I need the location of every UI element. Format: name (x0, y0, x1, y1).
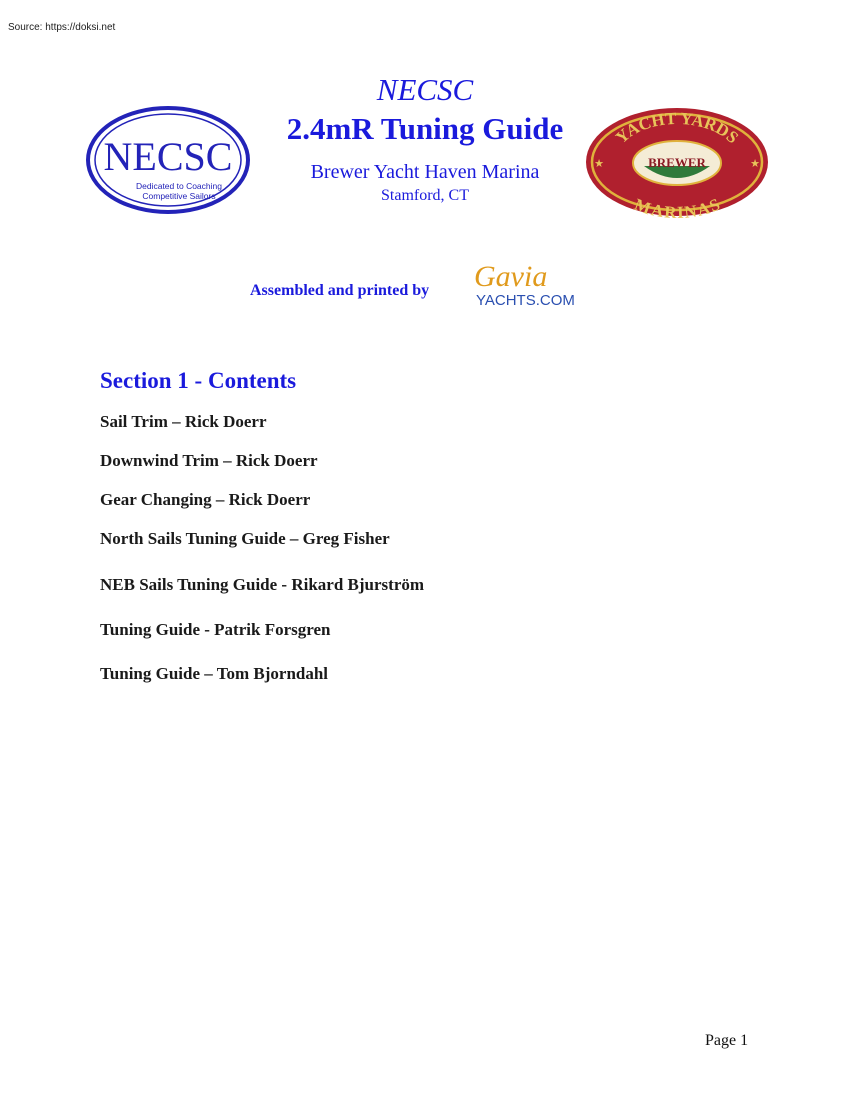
toc-item: Tuning Guide - Patrik Forsgren (100, 620, 331, 639)
gavia-logo-domain: YACHTS.COM (476, 292, 575, 309)
star-icon: ★ (750, 157, 760, 170)
necsc-logo-tagline-1: Dedicated to Coaching (135, 181, 223, 191)
toc-item: Gear Changing – Rick Doerr (100, 490, 311, 509)
document-header (250, 72, 600, 206)
brewer-arc-bottom: MARINAS (631, 194, 723, 218)
necsc-logo (84, 104, 252, 216)
brewer-arc-top: YACHT YARDS (611, 108, 743, 148)
toc-item: Downwind Trim – Rick Doerr (100, 451, 318, 470)
header-org: NECSC (376, 72, 474, 107)
toc-item: Tuning Guide – Tom Bjorndahl (100, 664, 329, 683)
necsc-logo-tagline-2: Competitive Sailors (142, 191, 216, 201)
necsc-logo-text: NECSC (103, 134, 233, 179)
source-note: Source: https://doksi.net (8, 22, 116, 33)
document-title: 2.4mR Tuning Guide (286, 111, 564, 146)
header-location: Stamford, CT (381, 187, 469, 204)
section-title: Section 1 - Contents (100, 368, 297, 393)
page-number: Page 1 (705, 1032, 749, 1049)
brewer-center-text: BREWER (648, 155, 706, 170)
assembled-by-label: Assembled and printed by (250, 282, 430, 299)
brewer-marinas-logo (584, 106, 770, 218)
gavia-yachts-logo (468, 256, 613, 310)
star-icon: ★ (594, 157, 604, 170)
toc-item: North Sails Tuning Guide – Greg Fisher (100, 529, 390, 548)
toc-item: NEB Sails Tuning Guide - Rikard Bjurström (100, 575, 425, 594)
contents-section (100, 366, 425, 683)
gavia-logo-script: Gavia (474, 260, 548, 293)
header-venue: Brewer Yacht Haven Marina (310, 161, 540, 183)
toc-item: Sail Trim – Rick Doerr (100, 412, 267, 431)
